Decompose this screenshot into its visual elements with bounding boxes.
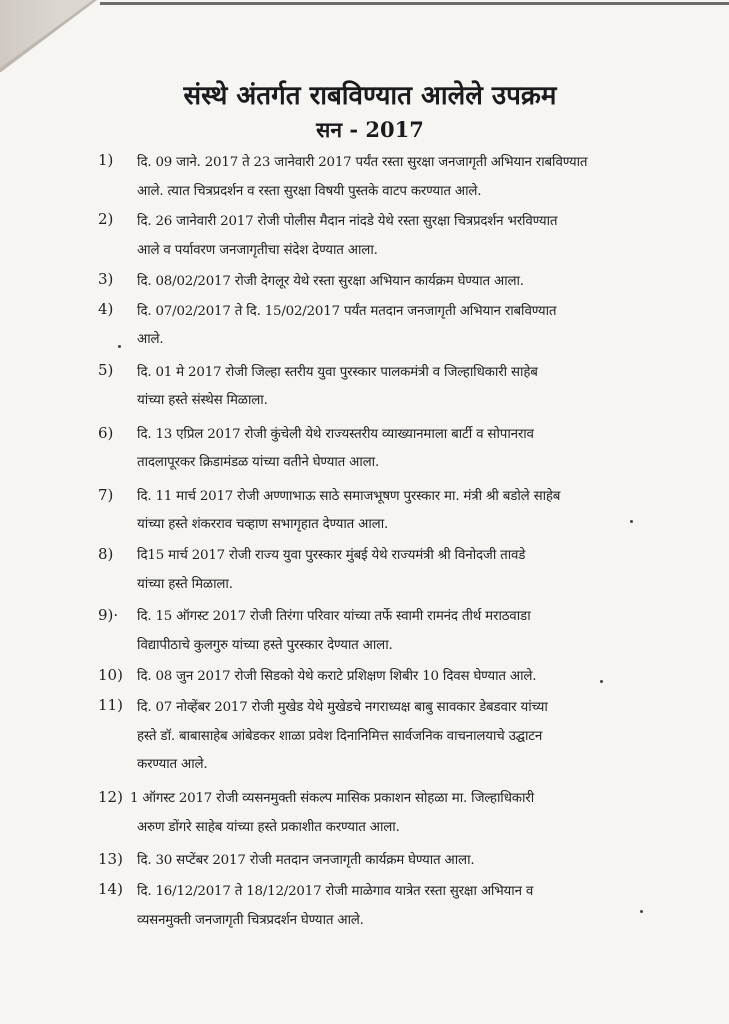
item-line: दि. 08 जुन 2017 रोजी सिडको येथे कराटे प्रशिक्षण शिबीर 10 दिवस घेण्यात आले. bbox=[137, 669, 537, 684]
item-line: आले व पर्यावरण जनजागृतीचा संदेश देण्यात आला. bbox=[137, 243, 378, 258]
item-number: 11) bbox=[98, 696, 123, 714]
document-title: संस्थे अंतर्गत राबविण्यात आलेले उपक्रम bbox=[183, 81, 557, 111]
item-line: दि. 08/02/2017 रोजी देगलूर येथे रस्ता सुरक्षा अभियान कार्यक्रम घेण्यात आला. bbox=[137, 274, 524, 289]
item-line: आले. bbox=[137, 332, 164, 347]
item-line: यांच्या हस्ते शंकरराव चव्हाण सभागृहात देण्यात आला. bbox=[137, 517, 389, 532]
item-line: दि. 15 ऑगस्ट 2017 रोजी तिरंगा परिवार यांच्या तर्फे स्वामी रामनंद तीर्थ मराठवाडा bbox=[137, 609, 531, 624]
item-line: दि. 01 मे 2017 रोजी जिल्हा स्तरीय युवा पुरस्कार पालकमंत्री व जिल्हाधिकारी साहेब bbox=[137, 365, 538, 380]
item-number: 10) bbox=[98, 666, 123, 684]
item-line: करण्यात आले. bbox=[137, 757, 208, 772]
item-line: हस्ते डॉ. बाबासाहेब आंबेडकर शाळा प्रवेश दिनानिमित्त सार्वजनिक वाचनालयाचे उद्घाटन bbox=[137, 729, 543, 744]
item-line: आले. त्यात चित्रप्रदर्शन व रस्ता सुरक्षा विषयी पुस्तके वाटप करण्यात आले. bbox=[137, 184, 482, 199]
item-number: 3) bbox=[98, 270, 114, 288]
item-line: व्यसनमुक्ती जनजागृती चित्रप्रदर्शन घेण्यात आले. bbox=[137, 913, 364, 928]
item-number: 6) bbox=[98, 424, 114, 442]
item-number: 2) bbox=[98, 210, 114, 228]
item-number: 1) bbox=[98, 151, 114, 169]
item-line: दि. 30 सप्टेंबर 2017 रोजी मतदान जनजागृती कार्यक्रम घेण्यात आला. bbox=[137, 853, 475, 868]
item-line: दि. 26 जानेवारी 2017 रोजी पोलीस मैदान नांदडे येथे रस्ता सुरक्षा चित्रप्रदर्शन भरविण्यात bbox=[137, 214, 558, 229]
item-line: दि. 07/02/2017 ते दि. 15/02/2017 पर्यंत मतदान जनजागृती अभियान राबविण्यात bbox=[137, 304, 557, 319]
item-line: यांच्या हस्ते संस्थेस मिळाला. bbox=[137, 393, 268, 408]
item-number: 14) bbox=[98, 880, 123, 898]
item-line: दि. 13 एप्रिल 2017 रोजी कुंचेली येथे राज्यस्तरीय व्याख्यानमाला बार्टी व सोपानराव bbox=[137, 427, 534, 442]
item-line: 1 ऑगस्ट 2017 रोजी व्यसनमुक्ती संकल्प मासिक प्रकाशन सोहळा मा. जिल्हाधिकारी bbox=[130, 791, 535, 806]
document-subtitle: सन - 2017 bbox=[316, 117, 424, 142]
item-line: दि. 11 मार्च 2017 रोजी अण्णाभाऊ साठे समाजभूषण पुरस्कार मा. मंत्री श्री बडोले साहेब bbox=[137, 489, 561, 504]
item-line: तादलापूरकर क्रिडामंडळ यांच्या वतीने घेण्यात आला. bbox=[137, 455, 379, 470]
scan-speck bbox=[640, 910, 643, 913]
item-line: दि. 07 नोव्हेंबर 2017 रोजी मुखेड येथे मुखेडचे नगराध्यक्ष बाबु सावकार डेबडवार यांच्या bbox=[137, 700, 548, 715]
item-number: 9)· bbox=[98, 606, 119, 624]
item-number: 8) bbox=[98, 545, 114, 563]
item-line: दि. 16/12/2017 ते 18/12/2017 रोजी माळेगाव यात्रेत रस्ता सुरक्षा अभियान व bbox=[137, 884, 534, 899]
item-number: 4) bbox=[98, 300, 114, 318]
item-number: 7) bbox=[98, 486, 114, 504]
item-number: 5) bbox=[98, 361, 114, 379]
scan-speck bbox=[118, 345, 121, 348]
item-line: दि. 09 जाने. 2017 ते 23 जानेवारी 2017 पर्यंत रस्ता सुरक्षा जनजागृती अभियान राबविण्यात bbox=[137, 155, 588, 170]
item-line: यांच्या हस्ते मिळाला. bbox=[137, 577, 233, 592]
item-line: विद्यापीठाचे कुलगुरु यांच्या हस्ते पुरस्कार देण्यात आला. bbox=[137, 638, 393, 653]
item-line: अरुण डोंगरे साहेब यांच्या हस्ते प्रकाशीत करण्यात आला. bbox=[137, 820, 400, 835]
item-number: 12) bbox=[98, 788, 123, 806]
scan-speck bbox=[600, 680, 603, 683]
item-line: दि15 मार्च 2017 रोजी राज्य युवा पुरस्कार मुंबई येथे राज्यमंत्री श्री विनोदजी तावडे bbox=[137, 548, 526, 563]
item-number: 13) bbox=[98, 850, 123, 868]
scan-speck bbox=[630, 520, 633, 523]
